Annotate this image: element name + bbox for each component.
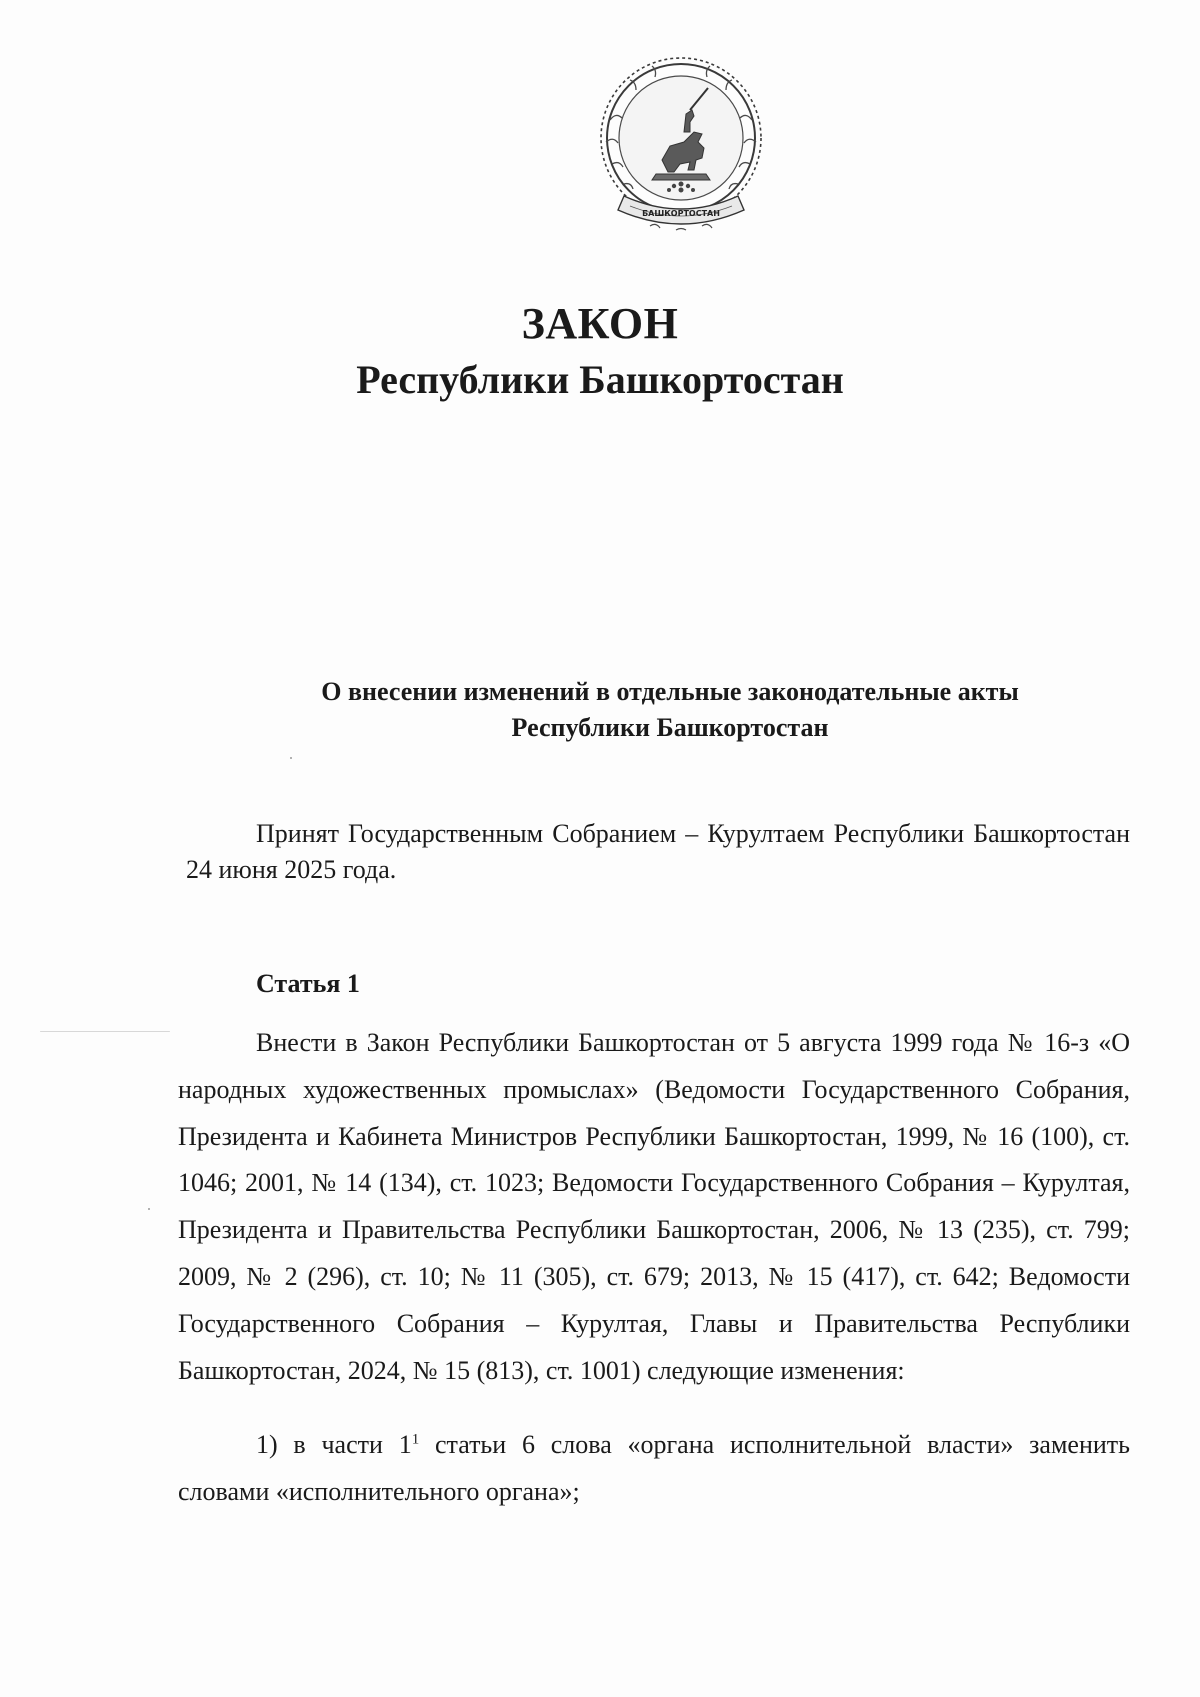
act-title-line-1: О внесении изменений в отдельные законодательные акты	[321, 677, 1019, 706]
article-item-1-superscript: 1	[411, 1431, 420, 1448]
article-item-1	[178, 1422, 1130, 1516]
scan-artifact	[290, 757, 292, 759]
act-title-line-2: Республики Башкортостан	[511, 713, 829, 742]
issuer-name: Республики Башкортостан	[356, 357, 844, 402]
scan-artifact	[148, 1208, 150, 1210]
act-title	[160, 674, 1180, 746]
article-item-1-text: статьи 6 слова «органа исполнительной власти» заменить словами «исполнительного органа»;	[178, 1430, 1131, 1506]
document-type: ЗАКОН	[521, 299, 679, 348]
scan-artifact	[40, 1031, 170, 1032]
article-heading: Статья 1	[256, 969, 360, 998]
article-item-1-prefix: 1) в части 1	[256, 1430, 412, 1459]
article-body: Внести в Закон Республики Башкортостан от 5 августа 1999 года № 16-з «О народных художественных промыслах» (Ведомости Государственного Собрания, Президента и Кабинета Министров Республики Башкортостан, 1999, № 16 (100), ст. 1046; 2001, № 14 (134), ст. 1023; Ведомости Государственного Собрания – Курултая, Президента и Правительства Республики Башкортостан, 2006, № 13 (235), ст. 799; 2009, № 2 (296), ст. 10; № 11 (305), ст. 679; 2013, № 15 (417), ст. 642; Ведомости Государственного Собрания – Курултая, Главы и Правительства Республики Башкортостан, 2024, № 15 (813), ст. 1001) следующие изменения:	[178, 1028, 1130, 1385]
adoption-note: Принят Государственным Собранием – Курултаем Республики Башкортостан 24 июня 2025 года.	[186, 819, 1130, 884]
emblem-ribbon-text: БАШКОРТОСТАН	[642, 209, 720, 218]
coat-of-arms-icon	[590, 50, 772, 236]
